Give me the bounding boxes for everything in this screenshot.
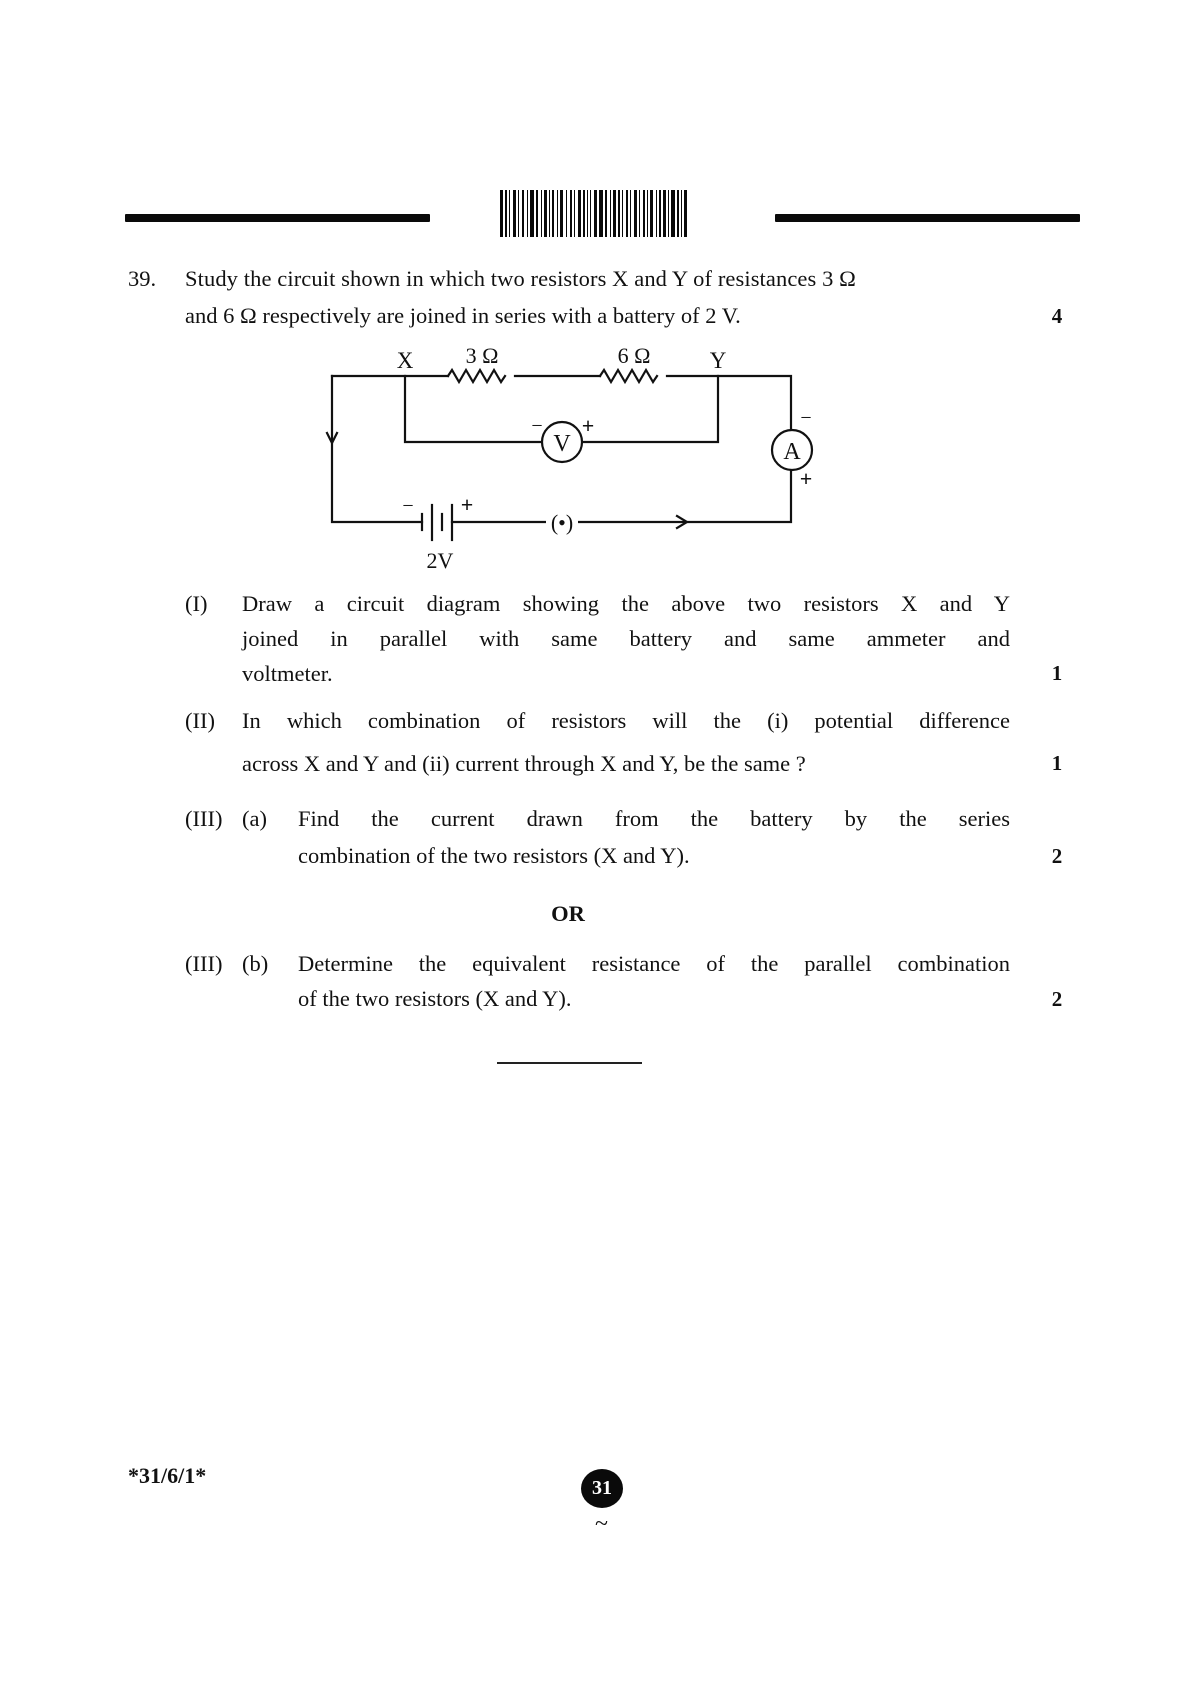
end-of-question-rule: [497, 1062, 642, 1064]
svg-text:X: X: [396, 348, 414, 373]
or-separator: OR: [551, 901, 585, 926]
question-stem-line2: and 6 Ω respectively are joined in series with a battery of 2 V.: [185, 303, 741, 328]
paper-code: *31/6/1*: [128, 1463, 207, 1488]
part-iii-b-line2: of the two resistors (X and Y).: [298, 986, 572, 1011]
part-i-line3: voltmeter.: [242, 661, 333, 686]
part-ii-line1: In which combination of resistors will the (i) potential difference: [242, 708, 1010, 733]
part-i-marks: 1: [1051, 661, 1063, 685]
svg-text:6 Ω: 6 Ω: [617, 343, 651, 368]
part-label-iii-b: (III): [185, 951, 223, 976]
part-label-iii-a: (III): [185, 806, 223, 831]
part-sublabel-a: (a): [242, 806, 267, 831]
svg-text:+: +: [581, 413, 595, 438]
svg-text:−: −: [531, 415, 543, 437]
part-iii-a-line1: Find the current drawn from the battery by the series: [298, 806, 1010, 831]
tilde-mark: ~: [595, 1511, 608, 1537]
svg-text:+: +: [460, 492, 474, 517]
part-iii-a-marks: 2: [1051, 844, 1063, 868]
svg-text:V: V: [553, 431, 571, 457]
svg-text:Y: Y: [709, 348, 727, 373]
svg-text:2V: 2V: [426, 548, 454, 573]
part-i-line1: Draw a circuit diagram showing the above two resistors X and Y: [242, 591, 1010, 616]
svg-text:−: −: [800, 407, 812, 429]
question-number: 39.: [128, 266, 157, 291]
part-ii-marks: 1: [1051, 751, 1063, 775]
circuit-diagram: [0, 0, 1190, 600]
part-label-i: (I): [185, 591, 208, 616]
page-number-badge: [581, 1469, 623, 1508]
part-i-line2: joined in parallel with same battery and same ammeter and: [242, 626, 1010, 651]
svg-text:3 Ω: 3 Ω: [465, 343, 499, 368]
svg-text:−: −: [402, 495, 414, 517]
part-label-ii: (II): [185, 708, 215, 733]
svg-text:A: A: [783, 439, 801, 465]
part-iii-a-line2: combination of the two resistors (X and Y).: [298, 843, 690, 868]
question-stem-line1: Study the circuit shown in which two resistors X and Y of resistances 3 Ω: [185, 266, 856, 291]
part-ii-line2: across X and Y and (ii) current through X and Y, be the same ?: [242, 751, 806, 776]
svg-text:+: +: [799, 466, 813, 491]
part-iii-b-line1: Determine the equivalent resistance of the parallel combination: [298, 951, 1010, 976]
page-number: 31: [592, 1477, 612, 1499]
plug-key-icon: (•): [550, 510, 574, 535]
question-total-marks: 4: [1051, 304, 1063, 328]
resistor-3-ohm: [448, 370, 505, 382]
part-iii-b-marks: 2: [1051, 987, 1063, 1011]
resistor-6-ohm: [600, 370, 657, 382]
part-sublabel-b: (b): [242, 951, 269, 976]
